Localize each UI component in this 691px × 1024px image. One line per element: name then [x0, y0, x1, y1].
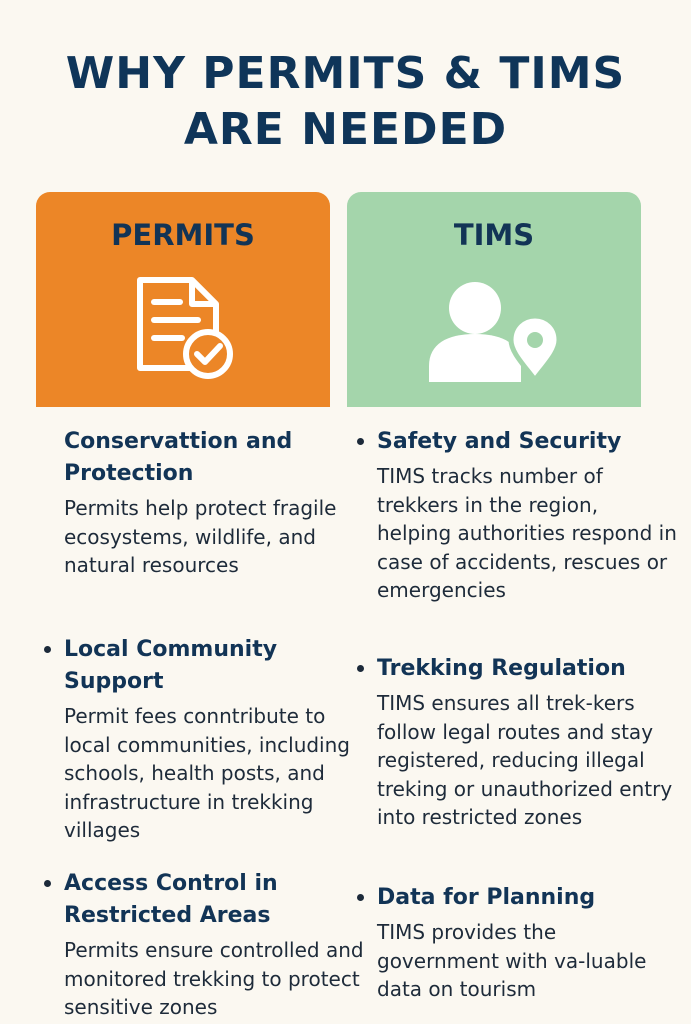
- item-text: TIMS tracks number of trekkers in the region, helping authorities respond in case of accidents, rescues or emergencies: [377, 464, 677, 602]
- permits-list: [64, 426, 364, 1022]
- list-item: [64, 868, 364, 1022]
- page-title: [0, 46, 691, 158]
- bullet-icon: [357, 438, 364, 445]
- permits-card: [36, 192, 330, 407]
- list-item: [377, 882, 677, 1004]
- user-location-icon: [429, 274, 559, 382]
- item-title: Access Control in Restricted Areas: [64, 871, 278, 928]
- tims-heading: TIMS: [453, 218, 535, 252]
- bullet-icon: [44, 646, 51, 653]
- bullet-icon: [357, 665, 364, 672]
- item-text: TIMS provides the government with va-luable data on tourism: [377, 920, 647, 1001]
- list-item: [64, 634, 364, 868]
- item-title: Conservattion and Protection: [64, 429, 293, 486]
- item-title: Local Community Support: [64, 637, 278, 694]
- item-text: Permits ensure controlled and monitored trekking to protect sensitive zones: [64, 938, 364, 1019]
- item-title: Safety and Security: [377, 429, 622, 454]
- item-text: TIMS ensures all trek-kers follow legal routes and stay registered, reducing illegal treking or unauthorized entry into restricted zones: [377, 691, 673, 829]
- title-line-1: WHY PERMITS & TIMS: [65, 48, 626, 99]
- list-item: [377, 426, 677, 653]
- tims-list: [377, 426, 677, 1004]
- item-title: Data for Planning: [377, 885, 596, 910]
- item-text: Permits help protect fragile ecosystems, wildlife, and natural resources: [64, 496, 337, 577]
- tims-card: [347, 192, 641, 407]
- item-text: Permit fees conntribute to local communities, including schools, health posts, and infrastructure in trekking villages: [64, 704, 350, 842]
- item-title: Trekking Regulation: [377, 656, 626, 681]
- list-item: [377, 653, 677, 882]
- title-line-2: ARE NEEDED: [183, 104, 508, 155]
- bullet-icon: [357, 894, 364, 901]
- bullet-icon: [44, 880, 51, 887]
- document-check-icon: [132, 274, 236, 384]
- list-item: [64, 426, 364, 634]
- permits-heading: PERMITS: [111, 218, 255, 252]
